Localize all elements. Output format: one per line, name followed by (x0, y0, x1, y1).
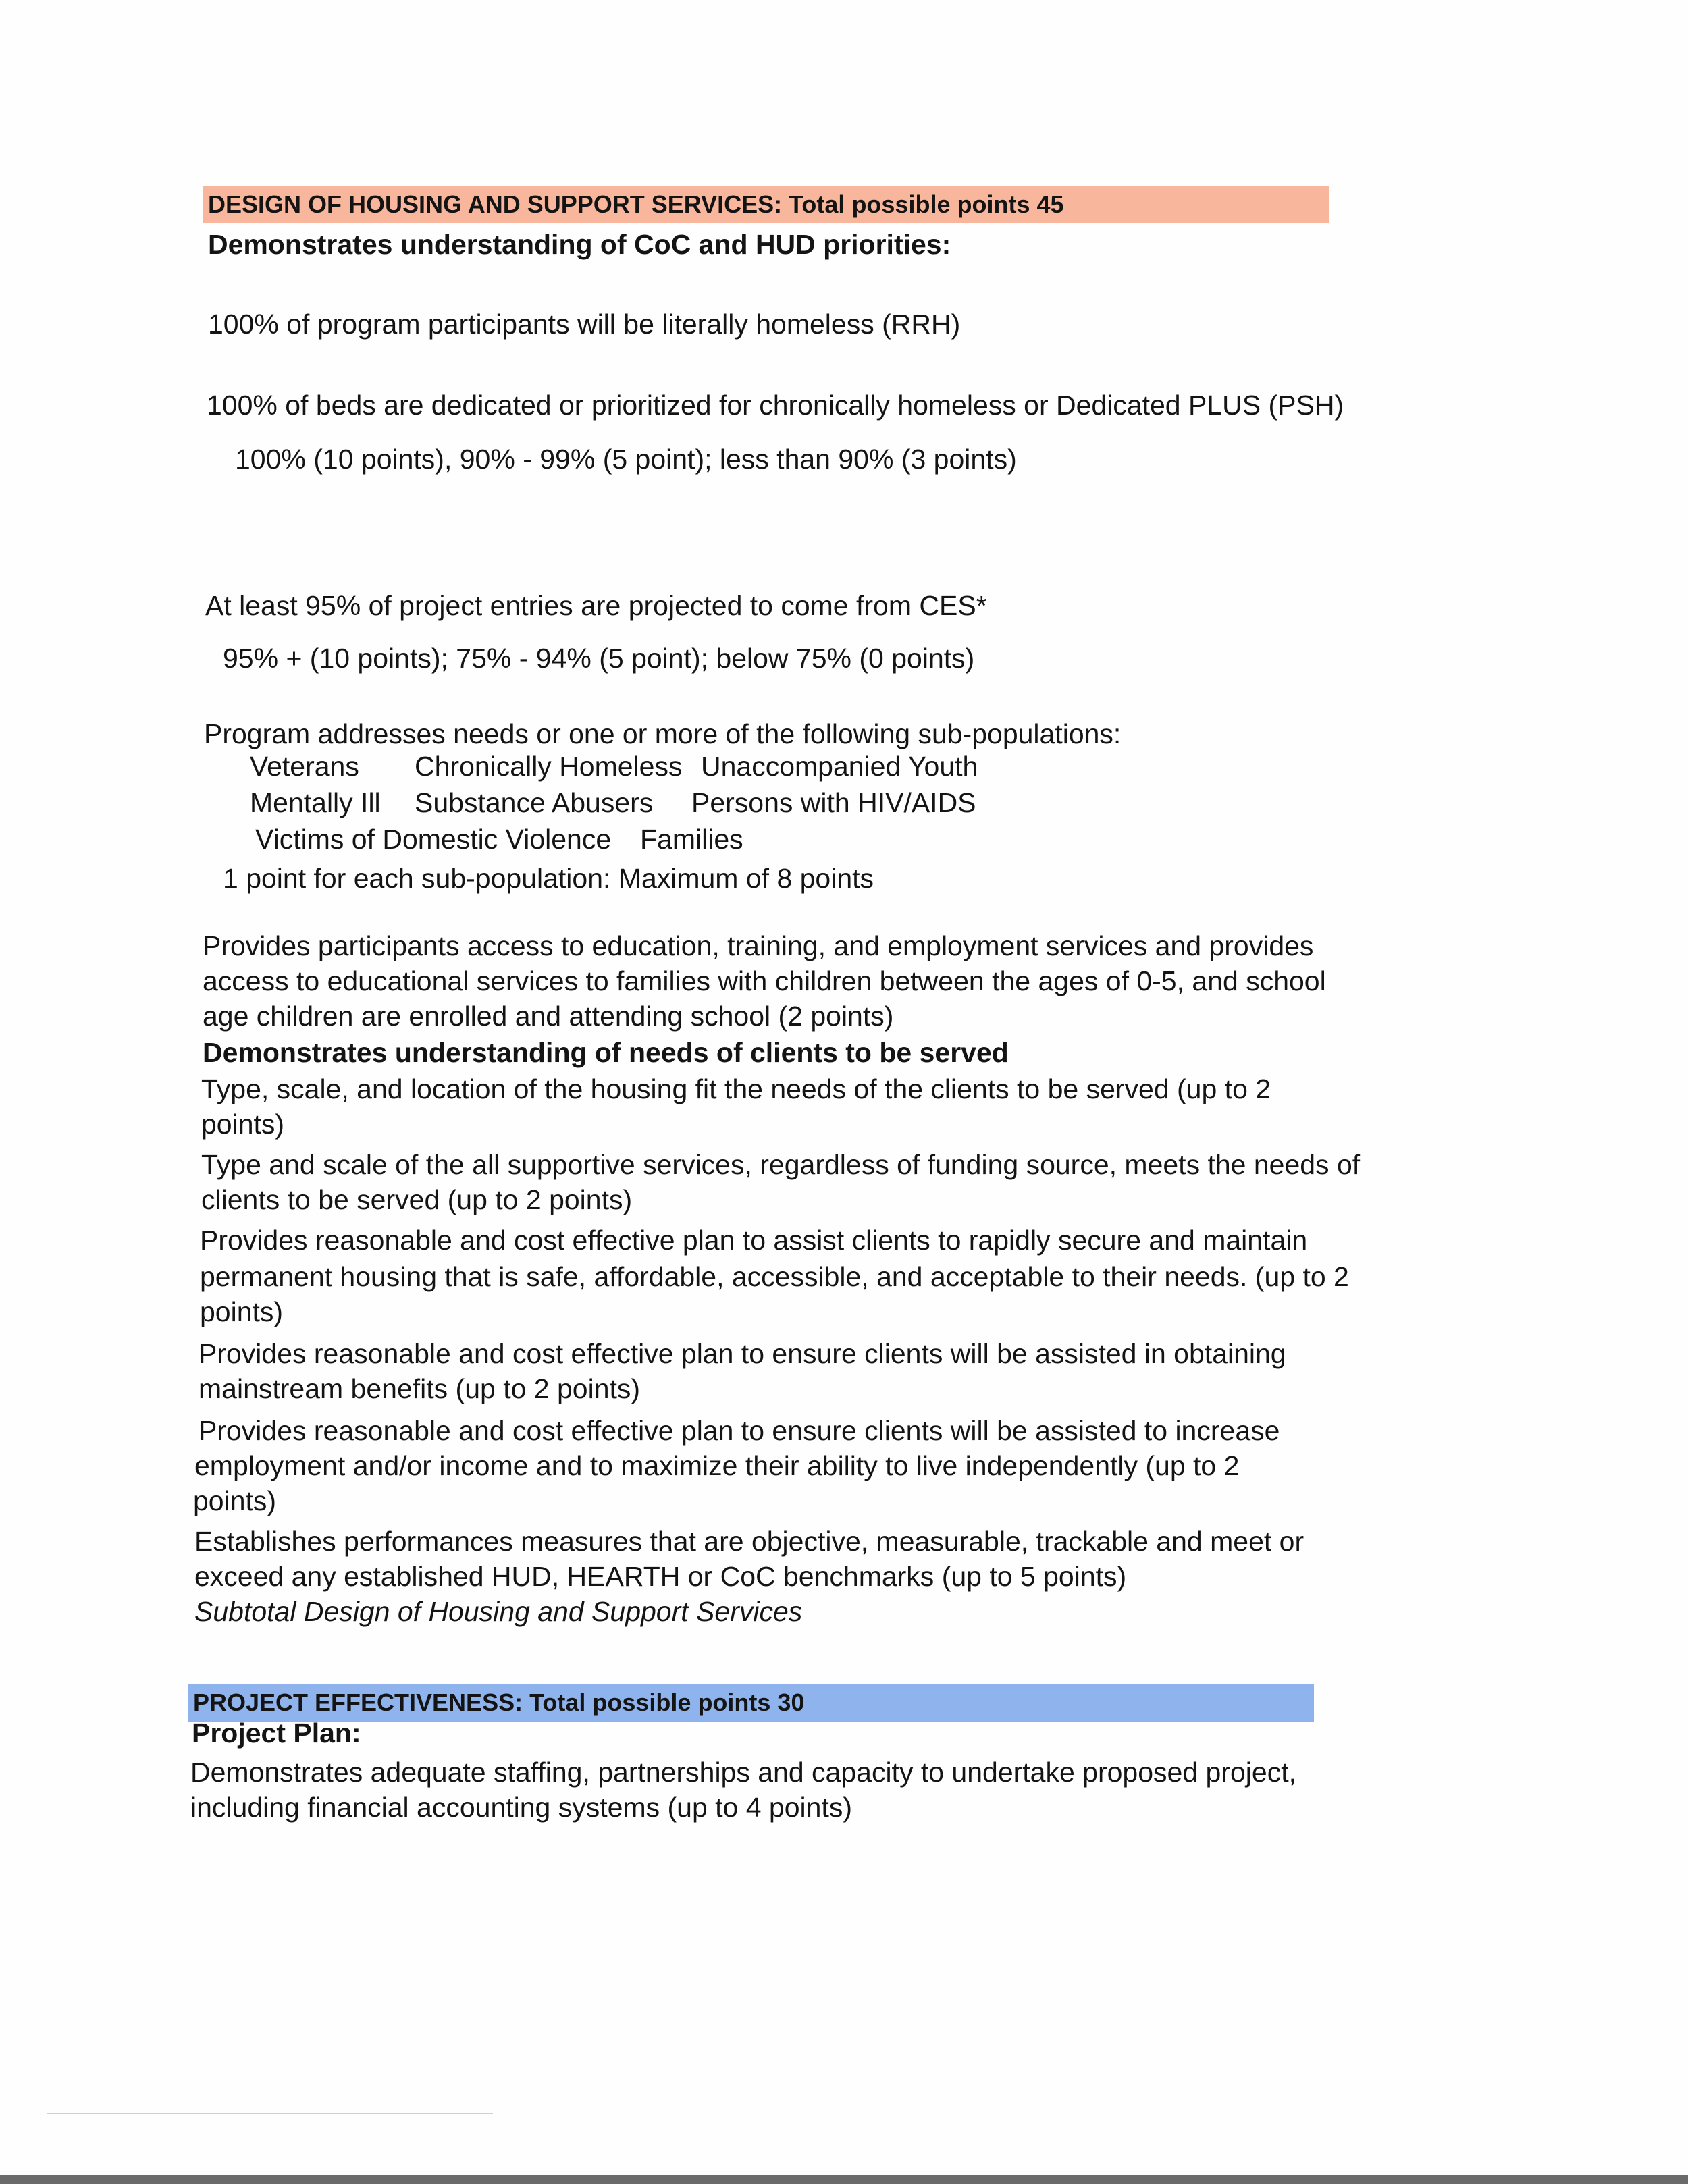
subpop-domestic-violence: Victims of Domestic Violence (255, 824, 612, 855)
subheading-client-needs: Demonstrates understanding of needs of clients to be served (203, 1037, 1009, 1068)
subpop-row-2 (250, 786, 976, 820)
criterion-benefits-line-2: mainstream benefits (up to 2 points) (199, 1373, 641, 1404)
criterion-staffing-line-2: including financial accounting systems (up to 4 points) (190, 1792, 852, 1823)
criterion-supportive-services-line-1: Type and scale of the all supportive services, regardless of funding source, meets the needs of (201, 1149, 1361, 1180)
criterion-staffing-line-1: Demonstrates adequate staffing, partnerships and capacity to undertake proposed project, (190, 1757, 1296, 1788)
subpop-hiv-aids: Persons with HIV/AIDS (691, 787, 976, 818)
section-header-project-effectiveness: PROJECT EFFECTIVENESS: Total possible points 30 (188, 1684, 1314, 1722)
criterion-benefits-line-1: Provides reasonable and cost effective plan to ensure clients will be assisted in obtaining (199, 1338, 1286, 1369)
criterion-housing-fit-line-2: points) (201, 1109, 285, 1140)
subpop-mentally-ill: Mentally Ill (250, 787, 381, 818)
subpop-families: Families (640, 824, 743, 855)
criterion-subpopulations: Program addresses needs or one or more of the following sub-populations: (204, 718, 1122, 749)
criterion-permanent-housing-line-2: permanent housing that is safe, affordable, accessible, and acceptable to their needs. (up to 2 (200, 1261, 1349, 1292)
subpop-chronically-homeless: Chronically Homeless (415, 751, 683, 782)
subpop-row-1 (250, 749, 978, 783)
subtotal-design-housing: Subtotal Design of Housing and Support Services (194, 1596, 803, 1627)
subheading-coc-hud-priorities: Demonstrates understanding of CoC and HUD priorities: (208, 229, 951, 260)
criterion-psh: 100% of beds are dedicated or prioritized for chronically homeless or Dedicated PLUS (PSH) (207, 390, 1344, 421)
criterion-permanent-housing-line-3: points) (200, 1296, 284, 1327)
criterion-performance-line-1: Establishes performances measures that are objective, measurable, trackable and meet or (194, 1526, 1304, 1557)
criterion-employment-line-2: employment and/or income and to maximize their ability to live independently (up to 2 (194, 1450, 1240, 1481)
scan-artifact-line (47, 2113, 493, 2114)
criterion-ces-points: 95% + (10 points); 75% - 94% (5 point); below 75% (0 points) (223, 643, 975, 674)
subpop-substance-abusers: Substance Abusers (415, 787, 654, 818)
subpop-row-3 (255, 822, 743, 856)
section-header-design-housing: DESIGN OF HOUSING AND SUPPORT SERVICES: Total possible points 45 (203, 186, 1329, 223)
criterion-employment-line-3: points) (193, 1485, 277, 1516)
scan-bottom-edge (0, 2175, 1688, 2184)
criterion-housing-fit-line-1: Type, scale, and location of the housing fit the needs of the clients to be served (up to 2 (201, 1073, 1271, 1104)
criterion-permanent-housing-line-1: Provides reasonable and cost effective plan to assist clients to rapidly secure and maintain (200, 1225, 1308, 1256)
subpop-points: 1 point for each sub-population: Maximum of 8 points (223, 863, 874, 894)
subpop-unaccompanied-youth: Unaccompanied Youth (701, 751, 978, 782)
subheading-project-plan: Project Plan: (192, 1717, 361, 1749)
criterion-ces: At least 95% of project entries are projected to come from CES* (205, 590, 987, 621)
subpop-veterans: Veterans (250, 751, 359, 782)
criterion-psh-points: 100% (10 points), 90% - 99% (5 point); less than 90% (3 points) (235, 444, 1017, 475)
criterion-education-line-2: access to educational services to families with children between the ages of 0-5, and school (203, 965, 1326, 996)
criterion-supportive-services-line-2: clients to be served (up to 2 points) (201, 1184, 633, 1215)
criterion-education-line-1: Provides participants access to education, training, and employment services and provides (203, 930, 1314, 961)
criterion-rrh: 100% of program participants will be literally homeless (RRH) (208, 309, 961, 340)
criterion-employment-line-1: Provides reasonable and cost effective plan to ensure clients will be assisted to increase (199, 1415, 1280, 1446)
criterion-education-line-3: age children are enrolled and attending school (2 points) (203, 1001, 894, 1032)
criterion-performance-line-2: exceed any established HUD, HEARTH or CoC benchmarks (up to 5 points) (194, 1561, 1127, 1592)
